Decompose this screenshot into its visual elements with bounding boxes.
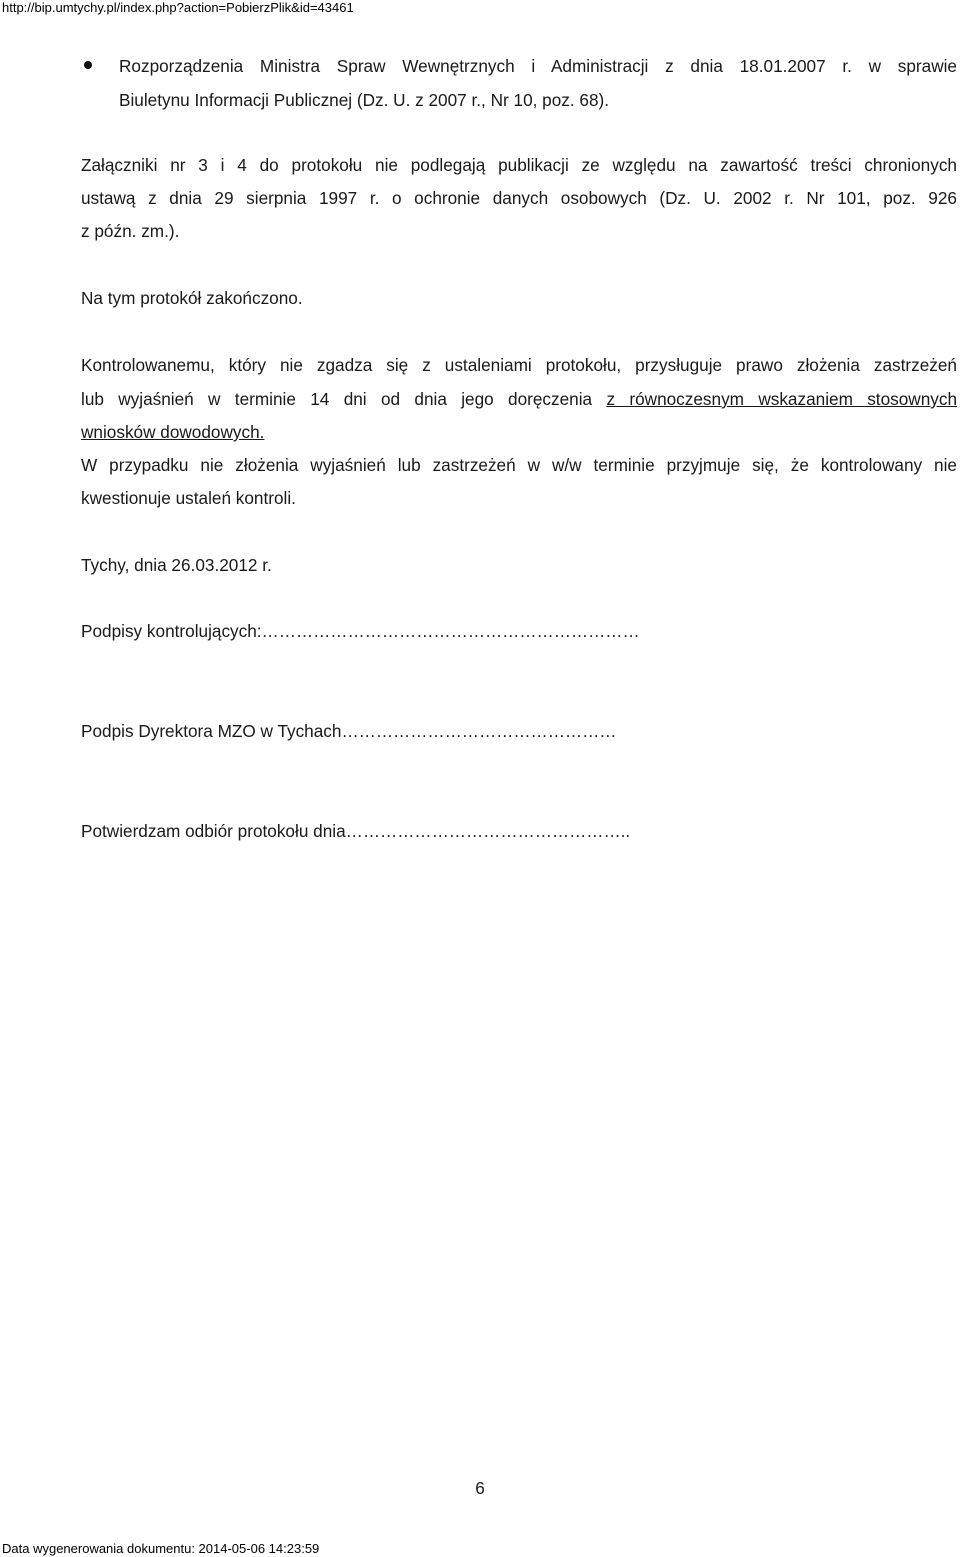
bullet-item-line-2: Biuletynu Informacji Publicznej (Dz. U. z 2007 r., Nr 10, poz. 68). [119, 90, 610, 110]
rights-line-4: W przypadku nie złożenia wyjaśnień lub zastrzeżeń w w/w terminie przyjmuje się, że kontrolowany nie [81, 455, 957, 475]
rights-line-5: kwestionuje ustaleń kontroli. [81, 488, 296, 508]
controllers-signature-line: Podpisy kontrolujących:………………………………………………………… [81, 621, 640, 641]
attachments-note-line-2: ustawą z dnia 29 sierpnia 1997 r. o ochronie danych osobowych (Dz. U. 2002 r. Nr 101, poz. 926 [81, 188, 957, 208]
page-number: 6 [475, 1478, 485, 1498]
place-date: Tychy, dnia 26.03.2012 r. [81, 555, 272, 575]
attachments-note-line-3: z późn. zm.). [81, 221, 180, 241]
rights-line-3 [81, 421, 957, 443]
rights-line-2-plain: lub wyjaśnień w terminie 14 dni od dnia jego doręczenia [81, 389, 607, 409]
closing-statement: Na tym protokół zakończono. [81, 288, 303, 308]
generation-date-footer: Data wygenerowania dokumentu: 2014-05-06 14:23:59 [2, 1541, 320, 1556]
rights-line-2-underlined: z równoczesnym wskazaniem stosownych [606, 389, 958, 409]
director-signature-line: Podpis Dyrektora MZO w Tychach………………………………………… [81, 721, 617, 741]
receipt-confirmation-line: Potwierdzam odbiór protokołu dnia………………………………………….. [81, 821, 631, 841]
attachments-note-line-1: Załączniki nr 3 i 4 do protokołu nie podlegają publikacji ze względu na zawartość treści chronionych [81, 155, 957, 175]
rights-line-2 [81, 388, 957, 410]
bullet-icon [84, 61, 92, 69]
bullet-item-line-1: Rozporządzenia Ministra Spraw Wewnętrznych i Administracji z dnia 18.01.2007 r. w sprawie [119, 56, 957, 76]
source-url: http://bip.umtychy.pl/index.php?action=PobierzPlik&id=43461 [2, 0, 354, 15]
rights-line-3-underlined: wniosków dowodowych. [81, 422, 265, 442]
rights-line-1: Kontrolowanemu, który nie zgadza się z ustaleniami protokołu, przysługuje prawo złożenia zastrzeżeń [81, 355, 957, 375]
